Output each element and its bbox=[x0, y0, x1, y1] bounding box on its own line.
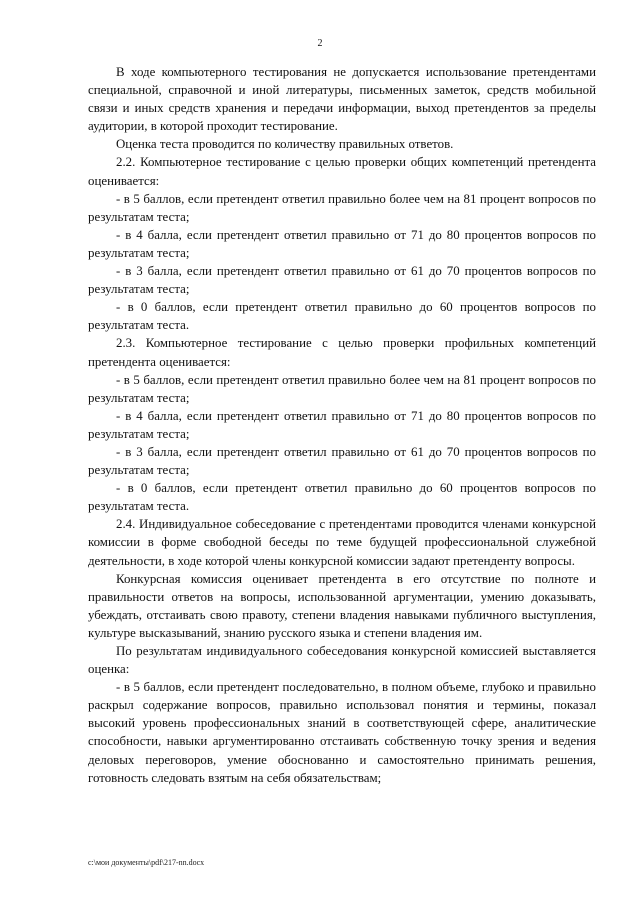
list-item: - в 3 балла, если претендент ответил правильно от 61 до 70 процентов вопросов по результатам теста; bbox=[88, 444, 596, 478]
paragraph: Оценка теста проводится по количеству правильных ответов. bbox=[116, 137, 454, 152]
paragraph: 2.2. Компьютерное тестирование с целью проверки общих компетенций претендента оценивается: bbox=[88, 155, 596, 188]
paragraph: 2.4. Индивидуальное собеседование с претендентами проводится членами конкурсной комиссии в форме свободной беседы по теме будущей профессиональной служебной деятельности, в ходе которой члены конкурсной комиссии задают претенденту вопросы. bbox=[88, 517, 596, 568]
footer-file-path: c:\мои документы\pdf\217-nn.docx bbox=[88, 858, 205, 867]
paragraph: Конкурсная комиссия оценивает претендента в его отсутствие по полноте и правильности ответов на вопросы, использованной аргументации, умению доказывать, убеждать, отстаивать свою правоту, степени владения навыками публичного выступления, культуре высказываний, знанию русского языка и степени владения им. bbox=[88, 571, 596, 640]
list-item: - в 5 баллов, если претендент ответил правильно более чем на 81 процент вопросов по результатам теста; bbox=[88, 372, 596, 405]
list-item: - в 0 баллов, если претендент ответил правильно до 60 процентов вопросов по результатам теста. bbox=[88, 481, 596, 514]
paragraph: По результатам индивидуального собеседования конкурсной комиссией выставляется оценка: bbox=[88, 644, 596, 677]
list-item: - в 5 баллов, если претендент последовательно, в полном объеме, глубоко и правильно раскрыл содержание вопросов, правильно использовал понятия и термины, показал высокий уровень профессиональных знаний в соответствующей сфере, аналитические способности, навыки аргументированно отстаивать собственную точку зрения и ведения деловых переговоров, умение обоснованно и самостоятельно принимать решения, готовность следовать взятым на себя обязательствам; bbox=[88, 680, 596, 785]
document-body bbox=[88, 63, 596, 787]
page-number: 2 bbox=[317, 38, 323, 49]
paragraph: В ходе компьютерного тестирования не допускается использование претендентами специальной, справочной и иной литературы, письменных заметок, средств мобильной связи и иных средств хранения и передачи информации, выход претендентов за пределы аудитории, в которой проходит тестирование. bbox=[88, 65, 596, 134]
list-item: - в 3 балла, если претендент ответил правильно от 61 до 70 процентов вопросов по результатам теста; bbox=[88, 264, 596, 297]
list-item: - в 5 баллов, если претендент ответил правильно более чем на 81 процент вопросов по результатам теста; bbox=[88, 191, 596, 224]
list-item: - в 0 баллов, если претендент ответил правильно до 60 процентов вопросов по результатам теста. bbox=[88, 300, 596, 333]
list-item: - в 4 балла, если претендент ответил правильно от 71 до 80 процентов вопросов по результатам теста; bbox=[88, 227, 596, 260]
list-item: - в 4 балла, если претендент ответил правильно от 71 до 80 процентов вопросов по результатам теста; bbox=[88, 408, 596, 441]
paragraph: 2.3. Компьютерное тестирование с целью проверки профильных компетенций претендента оценивается: bbox=[88, 336, 596, 369]
